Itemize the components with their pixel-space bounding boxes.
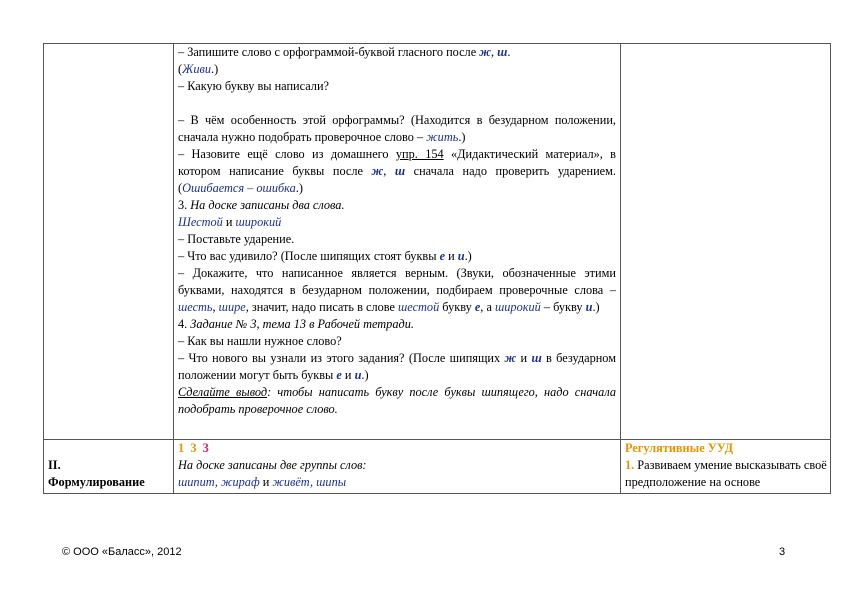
stage-name: Формулирование [48,475,145,489]
line-6: 3. На доске записаны два слова. [178,198,345,212]
row1-content-cell [178,44,616,418]
footer-copyright: © ООО «Баласс», 2012 [62,546,182,558]
column-divider-2 [620,43,621,494]
table-border-right [830,43,831,494]
line-14: Сделайте вывод: чтобы написать букву после буквы шипящего, надо сначала подобрать проверочное слово. [178,385,616,416]
uud-title: Регулятивные УУД [625,441,734,455]
line-3: – Какую букву вы написали? [178,79,329,93]
task-numbers: 1 3 3 [178,441,209,455]
stage-label [48,457,170,491]
task-text: На доске записаны две группы слов: [178,458,367,472]
line-5: – Назовите ещё слово из домашнего упр. 154 «Дидактический материал», в котором написание буквы после ж, ш сначала надо проверить ударением. (Ошибается – ошибка.) [178,147,616,195]
column-divider-1 [173,43,174,494]
lesson-table [43,43,831,494]
line-9: – Что вас удивило? (После шипящих стоят буквы е и и.) [178,249,472,263]
line-8: – Поставьте ударение. [178,232,295,246]
line-13: – Что нового вы узнали из этого задания? (После шипящих ж и ш в безударном положении могут быть буквы е и и.) [178,351,616,382]
uud-item: 1. Развиваем умение высказывать своё предположение на основе [625,458,827,489]
line-11: 4. Задание № 3, тема 13 в Рабочей тетради. [178,317,414,331]
line-2: (Живи.) [178,62,219,76]
line-12: – Как вы нашли нужное слово? [178,334,342,348]
table-border-left [43,43,44,494]
row2-content-cell [178,440,616,491]
stage-number: II. [48,458,61,472]
word-groups: шипит, жираф и живёт, шипы [178,475,347,489]
blank-line [178,95,616,112]
line-4: – В чём особенность этой орфограммы? (Находится в безударном положении, сначала нужно подобрать проверочное слово – жить.) [178,113,616,144]
row2-uud-cell [625,440,827,491]
line-7: Шестой и широкий [178,215,282,229]
table-border-bottom [43,493,831,494]
line-1: – Запишите слово с орфограммой-буквой гласного после ж, ш. [178,45,511,59]
page-number: 3 [779,546,786,558]
line-10: – Докажите, что написанное является верным. (Звуки, обозначенные этими буквами, находятся в безударном положении, подбираем проверочные слова – шесть, шире, значит, надо писать в слове шестой букву е, а широкий – букву и.) [178,266,616,314]
